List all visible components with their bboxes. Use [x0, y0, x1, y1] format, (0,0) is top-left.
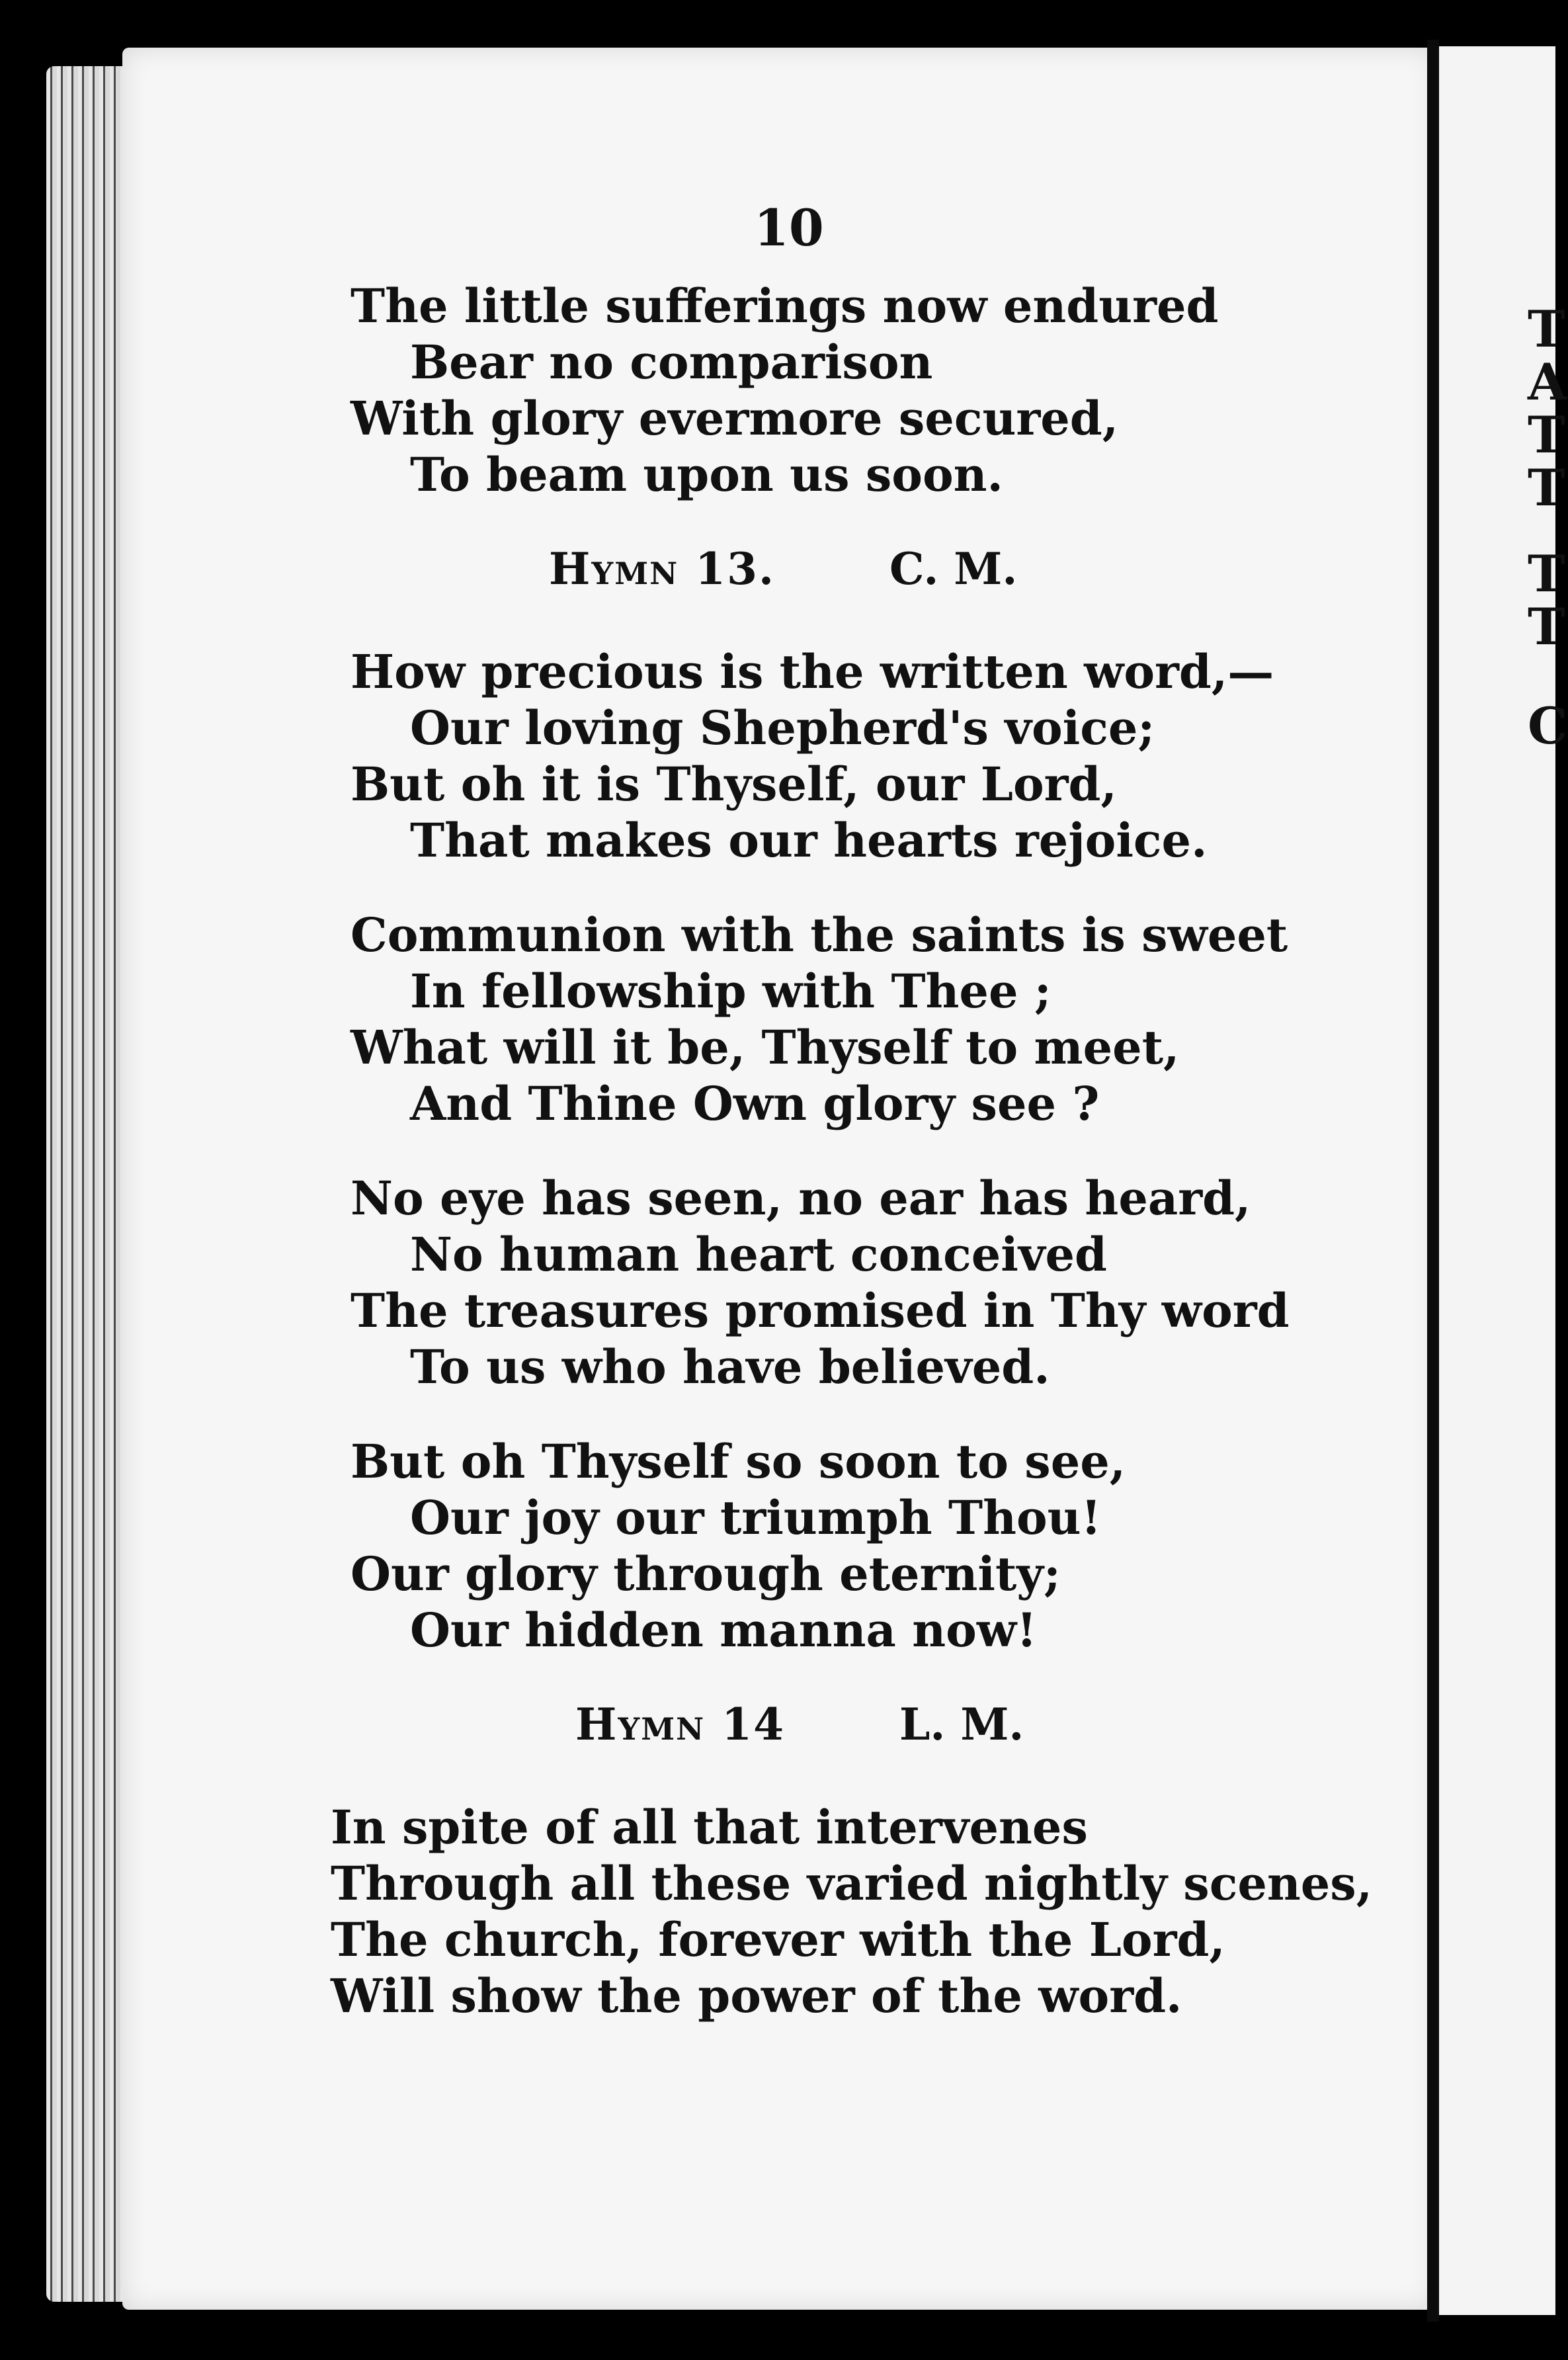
facing-letter: T — [1528, 300, 1565, 358]
facing-letter: T — [1528, 544, 1565, 603]
verse-line: The little sufferings now endured — [351, 278, 1219, 333]
verse-line: Will show the power of the word. — [331, 1968, 1182, 2023]
continuation-stanza — [351, 278, 1342, 503]
verse-line: That makes our hearts rejoice. — [410, 813, 1208, 868]
verse-line: But oh it is Thyself, our Lord, — [351, 757, 1117, 812]
verse-line: Through all these varied nightly scenes, — [331, 1856, 1373, 1911]
hymn-14-heading — [351, 1697, 1342, 1753]
hymn-13-heading — [351, 541, 1342, 597]
hymn-13-stanza-1 — [351, 644, 1342, 868]
verse-line: In spite of all that intervenes — [331, 1800, 1088, 1855]
hymn-text — [331, 278, 1373, 2062]
verse-line: Communion with the saints is sweet — [351, 907, 1288, 962]
verse-line: With glory evermore secured, — [351, 391, 1119, 446]
verse-line: In fellowship with Thee ; — [410, 964, 1052, 1019]
verse-line: Our hidden manna now! — [410, 1603, 1037, 1658]
facing-letter: T — [1528, 405, 1565, 464]
verse-line: And Thine Own glory see ? — [410, 1076, 1100, 1131]
facing-letter: T — [1528, 458, 1565, 517]
verse-line: But oh Thyself so soon to see, — [351, 1434, 1126, 1489]
hymn-13-stanza-3 — [351, 1170, 1342, 1395]
verse-line: The church, forever with the Lord, — [331, 1912, 1225, 1967]
verse-line: Our joy our triumph Thou! — [410, 1490, 1102, 1545]
book-gutter — [1427, 40, 1439, 2322]
verse-line: To beam upon us soon. — [410, 447, 1003, 502]
page-number: 10 — [754, 198, 824, 257]
verse-line: What will it be, Thyself to meet, — [351, 1020, 1180, 1075]
verse-line: To us who have believed. — [410, 1339, 1050, 1394]
verse-line: Our loving Shepherd's voice; — [410, 700, 1155, 755]
verse-line: No human heart conceived — [410, 1227, 1107, 1282]
hymn-13-stanza-2 — [351, 907, 1342, 1132]
verse-line: The treasures promised in Thy word — [351, 1283, 1290, 1338]
hymn-meter: C. M. — [889, 543, 1018, 595]
facing-letter: A — [1528, 353, 1567, 411]
verse-line: No eye has seen, no ear has heard, — [351, 1171, 1251, 1226]
facing-letter: T — [1528, 597, 1565, 656]
hymn-13-stanza-4 — [351, 1433, 1342, 1658]
verse-line: Our glory through eternity; — [351, 1546, 1061, 1601]
verse-line: Bear no comparison — [410, 335, 933, 390]
hymn-14-stanza-1 — [331, 1799, 1373, 2024]
hymn-number: Hymn 14 — [575, 1699, 785, 1750]
hymn-number: Hymn 13. — [549, 543, 775, 595]
verse-line: How precious is the written word,— — [351, 644, 1274, 699]
hymn-meter: L. M. — [899, 1699, 1024, 1750]
facing-letter: C — [1528, 696, 1568, 755]
